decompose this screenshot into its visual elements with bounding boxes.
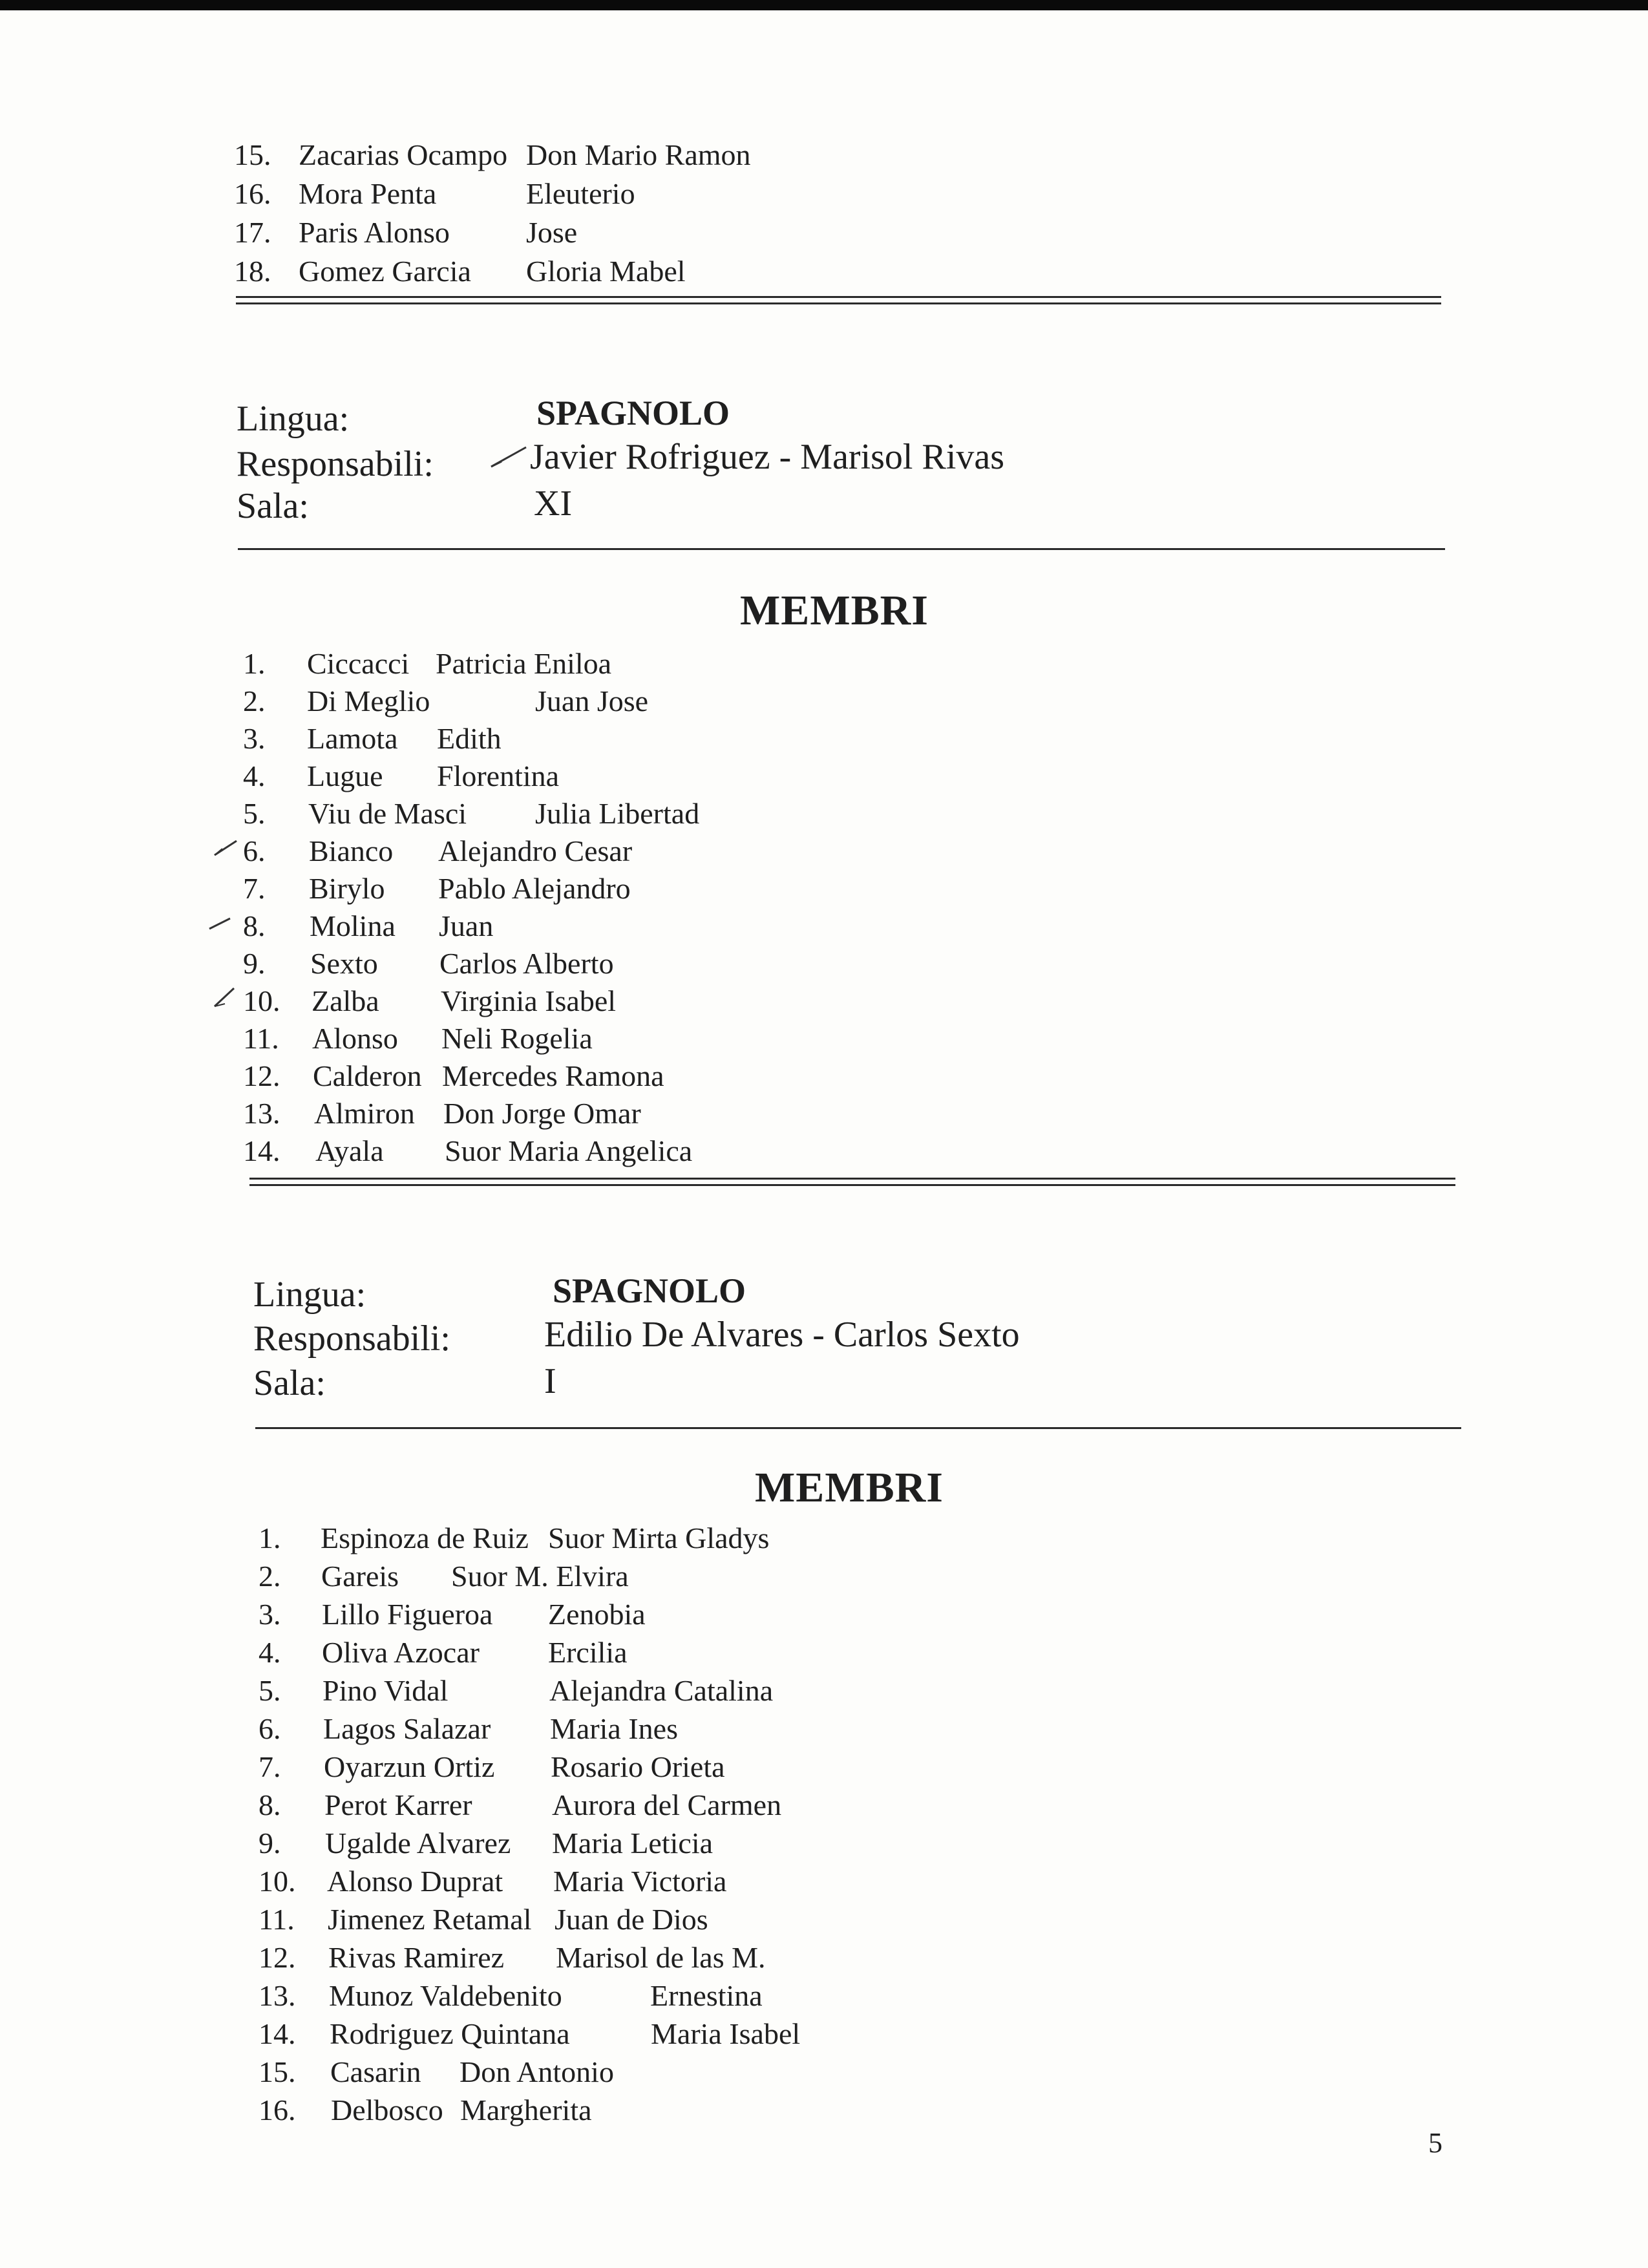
item-number: 8. <box>259 1788 281 1821</box>
item-given-name: Carlos Alberto <box>439 947 614 980</box>
check-mark-icon <box>213 832 239 871</box>
item-surname: Pino Vidal <box>322 1674 449 1707</box>
membri-heading: MEMBRI <box>740 587 929 634</box>
list-item <box>259 1824 840 1863</box>
list-item <box>259 1938 840 1977</box>
check-mark-icon <box>208 907 234 946</box>
item-surname: Zacarias Ocampo <box>299 138 508 171</box>
item-number: 10. <box>243 984 280 1017</box>
list-item <box>259 2015 872 2053</box>
item-given-name: Edith <box>437 722 502 755</box>
list-item <box>243 1019 760 1058</box>
list-item <box>243 832 760 871</box>
membri-heading: MEMBRI <box>755 1464 944 1511</box>
sala-label: Sala: <box>237 486 309 526</box>
list-item <box>234 175 816 213</box>
list-item <box>234 252 816 291</box>
sala-label: Sala: <box>253 1363 326 1403</box>
item-number: 12. <box>259 1941 296 1974</box>
list-item <box>259 1557 840 1596</box>
item-number: 1. <box>259 1521 281 1554</box>
item-surname: Viu de Masci <box>308 797 467 830</box>
list-item <box>259 1748 840 1786</box>
responsabili-label: Responsabili: <box>237 444 434 484</box>
item-number: 9. <box>259 1827 281 1860</box>
item-surname: Ayala <box>315 1134 384 1167</box>
list-item <box>259 2091 840 2130</box>
list-item <box>259 1519 840 1558</box>
item-number: 3. <box>259 1598 281 1631</box>
item-number: 4. <box>243 759 266 792</box>
item-number: 3. <box>243 722 266 755</box>
item-number: 2. <box>243 684 266 717</box>
item-number: 7. <box>259 1750 281 1783</box>
list-item <box>259 1595 840 1634</box>
item-surname: Ugalde Alvarez <box>325 1827 511 1860</box>
item-given-name: Suor Maria Angelica <box>445 1134 693 1167</box>
list-item <box>243 982 760 1021</box>
item-given-name: Marisol de las M. <box>556 1941 766 1974</box>
item-given-name: Ercilia <box>548 1636 628 1669</box>
item-given-name: Suor Mirta Gladys <box>548 1521 770 1554</box>
header-divider <box>255 1427 1461 1429</box>
item-surname: Lugue <box>307 759 383 792</box>
list-item <box>243 907 760 946</box>
item-given-name: Jose <box>526 216 578 249</box>
section-divider <box>249 1178 1455 1186</box>
responsabili-value: Edilio De Alvares - Carlos Sexto <box>544 1315 1020 1355</box>
sala-value: I <box>544 1361 556 1401</box>
item-given-name: Juan Jose <box>535 684 649 717</box>
list-item <box>243 757 760 796</box>
item-number: 16. <box>234 177 271 210</box>
item-number: 6. <box>259 1712 281 1745</box>
lingua-value: SPAGNOLO <box>553 1271 746 1310</box>
item-surname: Paris Alonso <box>299 216 450 249</box>
item-surname: Ciccacci <box>307 647 410 680</box>
item-number: 17. <box>234 216 271 249</box>
list-item <box>259 1900 840 1939</box>
item-surname: Di Meglio <box>307 684 430 717</box>
item-given-name: Maria Ines <box>550 1712 678 1745</box>
item-number: 14. <box>243 1134 280 1167</box>
list-item <box>234 213 816 252</box>
list-item <box>243 719 760 758</box>
item-given-name: Alejandro Cesar <box>438 834 633 867</box>
list-item <box>243 794 760 833</box>
lingua-label: Lingua: <box>237 399 350 439</box>
item-number: 1. <box>243 647 266 680</box>
item-surname: Munoz Valdebenito <box>329 1979 562 2012</box>
item-number: 9. <box>243 947 266 980</box>
item-surname: Alonso <box>312 1022 398 1055</box>
page-number: 5 <box>1428 2127 1442 2159</box>
list-item <box>243 682 760 721</box>
item-given-name: Alejandra Catalina <box>549 1674 774 1707</box>
item-given-name: Suor M. Elvira <box>451 1560 629 1593</box>
item-surname: Sexto <box>310 947 378 980</box>
item-given-name: Rosario Orieta <box>551 1750 725 1783</box>
item-surname: Casarin <box>330 2055 421 2088</box>
item-surname: Perot Karrer <box>324 1788 472 1821</box>
list-item <box>243 869 760 908</box>
list-item <box>243 644 760 683</box>
scan-top-edge <box>0 0 1648 10</box>
item-surname: Almiron <box>314 1097 415 1130</box>
list-item <box>259 1862 840 1901</box>
item-surname: Birylo <box>309 872 385 905</box>
item-given-name: Neli Rogelia <box>441 1022 593 1055</box>
list-item <box>259 1977 872 2015</box>
item-given-name: Patricia Eniloa <box>436 647 612 680</box>
list-item <box>234 136 816 175</box>
list-item <box>259 2053 840 2092</box>
item-surname: Bianco <box>309 834 394 867</box>
item-number: 8. <box>243 909 266 942</box>
item-surname: Jimenez Retamal <box>328 1903 532 1936</box>
item-number: 18. <box>234 255 271 288</box>
item-surname: Zalba <box>312 984 379 1017</box>
responsabili-value: Javier Rofriguez - Marisol Rivas <box>530 437 1005 477</box>
item-given-name: Julia Libertad <box>535 797 700 830</box>
item-number: 6. <box>243 834 266 867</box>
item-given-name: Maria Leticia <box>552 1827 713 1860</box>
item-number: 13. <box>259 1979 296 2012</box>
item-number: 15. <box>234 138 271 171</box>
item-number: 5. <box>259 1674 281 1707</box>
item-number: 5. <box>243 797 266 830</box>
item-given-name: Ernestina <box>650 1979 763 2012</box>
lingua-label: Lingua: <box>253 1275 366 1315</box>
item-given-name: Virginia Isabel <box>441 984 617 1017</box>
item-given-name: Pablo Alejandro <box>438 872 631 905</box>
item-number: 15. <box>259 2055 296 2088</box>
list-item <box>243 1094 760 1133</box>
item-number: 14. <box>259 2017 296 2050</box>
item-surname: Calderon <box>313 1059 422 1092</box>
item-surname: Gomez Garcia <box>299 255 471 288</box>
item-surname: Espinoza de Ruiz <box>321 1521 529 1554</box>
item-number: 10. <box>259 1865 296 1898</box>
check-mark-icon <box>212 982 238 1021</box>
header-divider <box>238 548 1445 550</box>
item-surname: Delbosco <box>331 2093 443 2126</box>
item-number: 11. <box>243 1022 279 1055</box>
list-item <box>259 1633 840 1672</box>
item-given-name: Maria Victoria <box>553 1865 727 1898</box>
item-surname: Mora Penta <box>299 177 437 210</box>
item-surname: Oliva Azocar <box>322 1636 480 1669</box>
item-given-name: Zenobia <box>548 1598 646 1631</box>
list-item <box>243 1057 760 1096</box>
item-number: 13. <box>243 1097 280 1130</box>
item-given-name: Mercedes Ramona <box>442 1059 664 1092</box>
check-mark-icon <box>490 443 529 469</box>
item-given-name: Gloria Mabel <box>526 255 686 288</box>
item-surname: Lamota <box>307 722 398 755</box>
item-surname: Alonso Duprat <box>327 1865 503 1898</box>
item-number: 12. <box>243 1059 280 1092</box>
list-item <box>243 1132 760 1171</box>
item-surname: Gareis <box>321 1560 399 1593</box>
item-surname: Rodriguez Quintana <box>330 2017 570 2050</box>
item-surname: Molina <box>310 909 396 942</box>
lingua-value: SPAGNOLO <box>536 394 730 432</box>
item-given-name: Juan <box>439 909 494 942</box>
sala-value: XI <box>534 483 573 524</box>
item-given-name: Maria Isabel <box>651 2017 801 2050</box>
list-item <box>259 1710 840 1748</box>
item-number: 11. <box>259 1903 295 1936</box>
item-number: 4. <box>259 1636 281 1669</box>
section-divider <box>236 296 1441 304</box>
item-number: 7. <box>243 872 266 905</box>
list-item <box>259 1786 840 1825</box>
item-surname: Lillo Figueroa <box>322 1598 493 1631</box>
item-given-name: Don Antonio <box>460 2055 614 2088</box>
item-number: 16. <box>259 2093 296 2126</box>
item-surname: Oyarzun Ortiz <box>324 1750 495 1783</box>
item-given-name: Margherita <box>460 2093 592 2126</box>
item-given-name: Don Jorge Omar <box>443 1097 641 1130</box>
item-surname: Lagos Salazar <box>323 1712 491 1745</box>
item-given-name: Don Mario Ramon <box>526 138 751 171</box>
item-given-name: Florentina <box>437 759 560 792</box>
list-item <box>243 944 760 983</box>
item-given-name: Eleuterio <box>526 177 635 210</box>
item-given-name: Juan de Dios <box>555 1903 708 1936</box>
list-item <box>259 1671 840 1710</box>
responsabili-label: Responsabili: <box>253 1319 450 1359</box>
item-surname: Rivas Ramirez <box>328 1941 505 1974</box>
item-given-name: Aurora del Carmen <box>552 1788 782 1821</box>
item-number: 2. <box>259 1560 281 1593</box>
